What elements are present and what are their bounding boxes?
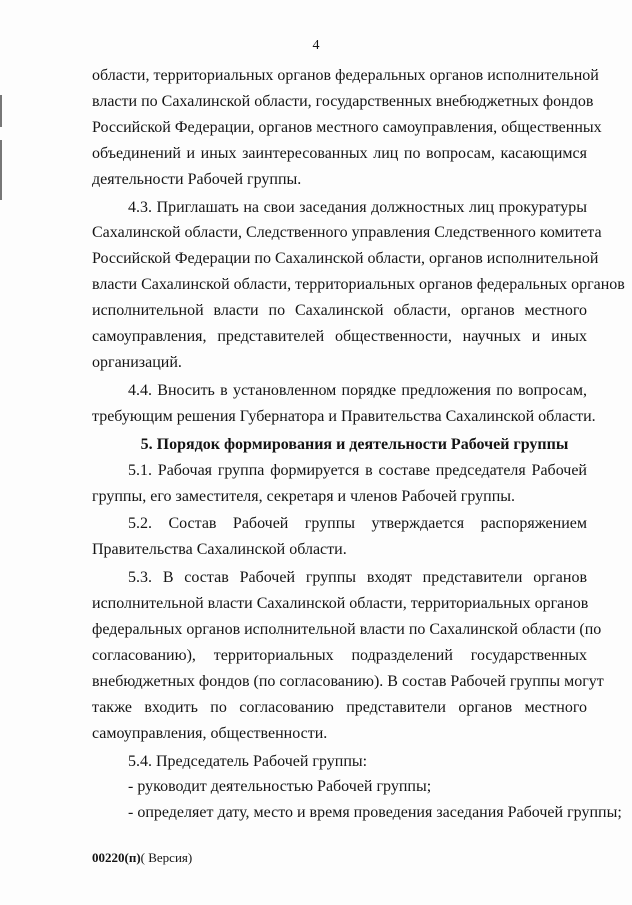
text-line: 5.3. В состав Рабочей группы входят представители органов bbox=[128, 569, 587, 587]
list-item: - определяет дату, место и время проведения заседания Рабочей группы; bbox=[128, 804, 622, 822]
text-line: исполнительной власти Сахалинской области, территориальных органов bbox=[92, 595, 589, 613]
text-line: внебюджетных фондов (по согласованию). В состав Рабочей группы могут bbox=[92, 672, 604, 690]
scan-edge-mark bbox=[0, 140, 2, 200]
paragraph-4-3 bbox=[92, 195, 625, 376]
text-line: группы, его заместителя, секретаря и членов Рабочей группы. bbox=[92, 487, 516, 505]
text-line: Российской Федерации, органов местного самоуправления, общественных bbox=[92, 118, 602, 136]
document-code: 00220(п) bbox=[92, 850, 141, 865]
paragraph-4-4 bbox=[92, 378, 596, 430]
text-line: самоуправления, представителей общественности, научных и иных bbox=[92, 328, 587, 346]
paragraph-continuation bbox=[92, 63, 602, 193]
text-line: организаций. bbox=[92, 353, 182, 371]
text-line: области, территориальных органов федеральных органов исполнительной bbox=[92, 67, 599, 84]
text-line: 4.3. Приглашать на свои заседания должностных лиц прокуратуры bbox=[128, 198, 587, 216]
document-version: ( Версия) bbox=[140, 850, 193, 865]
text-line: Правительства Сахалинской области. bbox=[92, 541, 347, 559]
text-line: Российской Федерации по Сахалинской области, органов исполнительной bbox=[92, 250, 599, 268]
paragraph-5-1 bbox=[92, 458, 587, 510]
scan-edge-mark bbox=[0, 95, 2, 127]
text-line: 5.4. Председатель Рабочей группы: bbox=[128, 752, 368, 770]
text-line: федеральных органов исполнительной власти по Сахалинской области (по bbox=[92, 621, 602, 639]
document-body bbox=[92, 63, 625, 826]
paragraph-5-2 bbox=[92, 511, 587, 563]
text-line: Сахалинской области, Следственного управления Следственного комитета bbox=[92, 224, 602, 242]
text-line: 5.2. Состав Рабочей группы утверждается распоряжением bbox=[128, 515, 587, 533]
paragraph-5-4 bbox=[92, 749, 587, 775]
text-line: власти по Сахалинской области, государственных внебюджетных фондов bbox=[92, 92, 594, 110]
text-line: самоуправления, общественности. bbox=[92, 724, 328, 742]
text-line: объединений и иных заинтересованных лиц по вопросам, касающимся bbox=[92, 144, 587, 162]
text-line: также входить по согласованию представители органов местного bbox=[92, 698, 587, 716]
page-number: 4 bbox=[312, 38, 320, 53]
text-line: 5.1. Рабочая группа формируется в составе председателя Рабочей bbox=[128, 461, 587, 479]
text-line: исполнительной власти по Сахалинской области, органов местного bbox=[92, 302, 587, 320]
text-line: деятельности Рабочей группы. bbox=[92, 170, 302, 188]
document-footer bbox=[92, 850, 192, 866]
text-line: власти Сахалинской области, территориальных органов федеральных органов bbox=[92, 276, 625, 294]
section-heading: 5. Порядок формирования и деятельности Рабочей группы bbox=[140, 435, 569, 453]
text-line: 4.4. Вносить в установленном порядке предложения по вопросам, bbox=[128, 381, 587, 399]
text-line: требующим решения Губернатора и Правительства Сахалинской области. bbox=[92, 407, 596, 425]
text-line: согласованию), территориальных подразделений государственных bbox=[92, 646, 587, 664]
list-item: - руководит деятельностью Рабочей группы; bbox=[128, 778, 432, 796]
paragraph-5-3 bbox=[92, 565, 604, 746]
